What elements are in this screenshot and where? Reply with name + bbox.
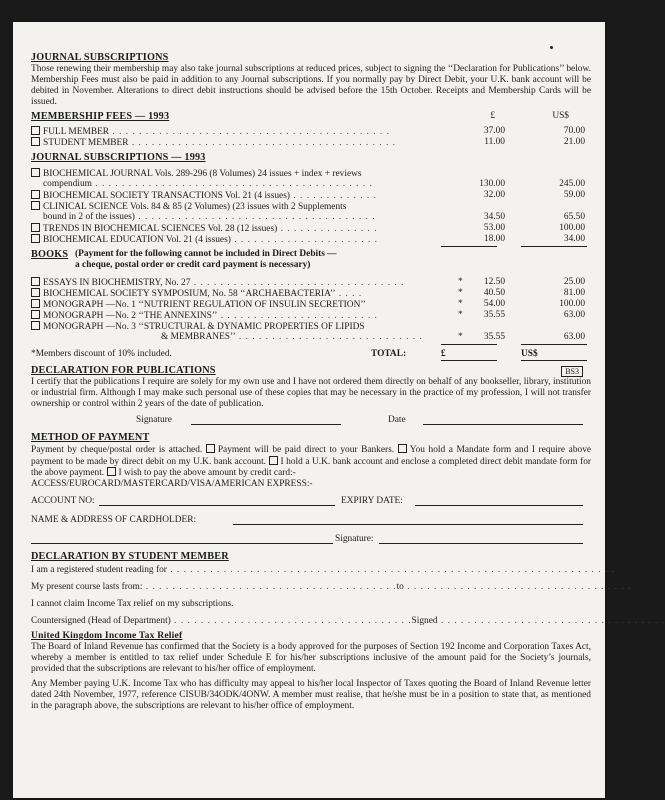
no-relief: I cannot claim Income Tax relief on my subscriptions. — [31, 598, 234, 609]
journal-row: BIOCHEMICAL EDUCATION Vol. 21 (4 issues) . . . . . . . . . . . . . . . . . . . . . . 18.00 34.00 — [31, 234, 591, 245]
total-label: TOTAL: — [371, 349, 407, 359]
expiry-date-field[interactable] — [415, 496, 583, 506]
monograph-3-checkbox[interactable] — [31, 321, 40, 330]
books-header — [31, 249, 591, 273]
biochemical-education-checkbox[interactable] — [31, 234, 40, 243]
journal-heading: JOURNAL SUBSCRIPTIONS — [31, 52, 169, 63]
fee-row-full-member: FULL MEMBER . . . . . . . . . . . . . . . . . . . . . . . . . . . . . . . . . . . . . . . . . . 37.00 70.00 — [31, 126, 591, 137]
form-page — [13, 22, 665, 798]
student-heading: DECLARATION BY STUDENT MEMBER — [31, 550, 229, 562]
essays-checkbox[interactable] — [31, 277, 40, 286]
account-number-field[interactable] — [99, 496, 335, 506]
uk-bank-checkbox[interactable] — [269, 456, 278, 465]
mandate-checkbox[interactable] — [398, 444, 407, 453]
card-signature-field[interactable] — [379, 534, 583, 544]
reading-field[interactable]: . . . . . . . . . . . . . . . . . . . . . . . . . . . . . . . . . . . . . . . . . . . . . . . . . . . . . . . . . . . . . . . . . . . — [166, 564, 615, 575]
membership-header-row — [31, 111, 591, 122]
total-gbp: £ — [441, 349, 446, 359]
declaration-heading: DECLARATION FOR PUBLICATIONS — [31, 365, 216, 376]
total-underline-usd — [521, 360, 587, 361]
transactions-checkbox[interactable] — [31, 190, 40, 199]
books-rule-usd — [521, 344, 587, 345]
journal-row: TRENDS IN BIOCHEMICAL SCIENCES Vol. 28 (12 issues) . . . . . . . . . . . . . . . 53.00 100.00 — [31, 223, 591, 234]
date-label: Date — [388, 415, 406, 425]
course-start-field[interactable]: . . . . . . . . . . . . . . . . . . . . . . . . . . . . . . . . . . . . . . — [142, 581, 397, 592]
journal-intro: Those renewing their membership may also take journal subscriptions at reduced prices, subject to signing the ‘‘Declaration for Publications’’ below. Membership Fees must also be paid in addition to any Journal subscriptions. If you normally pay by Direct Debit, your U.K. bank account will be debited in November. Alterations to direct debit instructions should be advised before the 15th October. Receipts and Membership Cards will be issued. — [31, 64, 591, 107]
credit-card-checkbox[interactable] — [107, 467, 116, 476]
book-row: MONOGRAPH —No. 2 ‘‘THE ANNEXINS’’ . . . . . . . . . . . . . . . . . . . . . . . . * 35.55 63.00 — [31, 310, 591, 321]
card-signature-label: Signature: — [335, 533, 374, 544]
clinical-science-checkbox[interactable] — [31, 201, 40, 210]
account-label: ACCOUNT NO: — [31, 495, 95, 506]
symposium-checkbox[interactable] — [31, 288, 40, 297]
date-line[interactable] — [423, 415, 583, 425]
books-note: (Payment for the following cannot be included in Direct Debits — — [75, 249, 337, 259]
book-row: ESSAYS IN BIOCHEMISTRY, No. 27 . . . . . . . . . . . . . . . . . . . . . . . . . . . . . . . . * 12.50 25.00 — [31, 277, 591, 288]
monograph-2-checkbox[interactable] — [31, 310, 40, 319]
fee-row-student-member: STUDENT MEMBER . . . . . . . . . . . . . . . . . . . . . . . . . . . . . . . . . . . . . . . . 11.00 21.00 — [31, 137, 591, 148]
tax-para-1: The Board of Inland Revenue has confirmed that the Society is a body approved for the purposes of Section 192 Income and Corporation Taxes Act, whereby a member is entitled to tax relief under Schedule E for his/her subscriptions inclusive of the amount paid for the Society’s journals, provided that the subscriptions are relevant to his/her office of employment. — [31, 641, 591, 674]
journal-row: BIOCHEMICAL JOURNAL Vols. 289-296 (8 Volumes) 24 issues + index + reviews compendium . . . . . . . . . . . . . . . . . . . . . . . . . . . . . . . . . . . . . . . . . . 130.00 245.00 — [31, 168, 591, 190]
full-member-checkbox[interactable] — [31, 126, 40, 135]
total-underline-gbp — [441, 360, 497, 361]
monograph-1-checkbox[interactable] — [31, 299, 40, 308]
declaration-text: I certify that the publications I require are solely for my own use and I have not ordered them directly on behalf of any bookseller, library, institution or industrial firm. Although I may make such personal use of these copies that may be necessary in the practice of my profession, I will not transfer ownership or control within 2 years of the date of publication. — [31, 377, 591, 409]
cardholder-row — [31, 515, 591, 528]
punch-mark — [550, 46, 553, 49]
signature-line[interactable] — [191, 415, 341, 425]
fee-label: STUDENT MEMBER — [43, 138, 129, 148]
student-member-checkbox[interactable] — [31, 137, 40, 146]
biochemical-journal-checkbox[interactable] — [31, 168, 40, 177]
declaration-signature-row — [31, 415, 591, 427]
total-row — [31, 349, 591, 360]
books-note: a cheque, postal order or credit card payment is necessary) — [75, 260, 311, 270]
cardholder-signature-row — [31, 534, 591, 547]
payment-heading: METHOD OF PAYMENT — [31, 432, 150, 443]
tax-heading: United Kingdom Income Tax Relief — [31, 629, 183, 641]
code-badge: BS3 — [561, 366, 583, 377]
subtotal-rule-usd — [521, 246, 587, 247]
discount-note: *Members discount of 10% included. — [31, 349, 172, 359]
countersign-field[interactable]: . . . . . . . . . . . . . . . . . . . . . . . . . . . . . . . . . . . . — [170, 615, 412, 626]
card-types: ACCESS/EUROCARD/MASTERCARD/VISA/AMERICAN EXPRESS:- — [31, 478, 313, 489]
cardholder-field[interactable] — [233, 515, 583, 525]
fee-usd: 21.00 — [563, 137, 585, 147]
form-content — [31, 52, 665, 712]
course-end-field[interactable]: . . . . . . . . . . . . . . . . . . . . . . . . . . . . . . . . . . — [403, 581, 632, 592]
col-gbp-label: £ — [490, 111, 495, 121]
student-reading-row: I am a registered student reading for . . . . . . . . . . . . . . . . . . . . . . . . . . . . . . . . . . . . . . . . . . . . . . . . . . . . . . . . . . . . . . . . . . . — [31, 564, 615, 575]
book-row: MONOGRAPH —No. 1 ‘‘NUTRIENT REGULATION OF INSULIN SECRETION’’ * 54.00 100.00 — [31, 299, 591, 310]
trends-checkbox[interactable] — [31, 223, 40, 232]
journal-row: BIOCHEMICAL SOCIETY TRANSACTIONS Vol. 21 (4 issues) . . . . . . . . . . . . . 32.00 59.00 — [31, 190, 591, 201]
expiry-label: EXPIRY DATE: — [341, 495, 403, 506]
fee-gbp: 11.00 — [484, 137, 505, 147]
journal-row: CLINICAL SCIENCE Vols. 84 & 85 (2 Volumes) (23 issues with 2 Supplements bound in 2 of the issues) . . . . . . . . . . . . . . . . . . . . . . . . . . . . . . . . . . . . 34.50 65.50 — [31, 201, 591, 223]
books-heading: BOOKS — [31, 249, 69, 260]
student-signed-field[interactable]: . . . . . . . . . . . . . . . . . . . . . . . . . . . . . . . . . . — [437, 615, 665, 626]
address-field[interactable] — [31, 534, 333, 544]
pay-bankers-checkbox[interactable] — [206, 444, 215, 453]
book-row: MONOGRAPH —No. 3 ‘‘STRUCTURAL & DYNAMIC PROPERTIES OF LIPIDS & MEMBRANES’’ . . . . . . . . . . . . . . . . . . . . . . . . . . . . * 35.55 63.00 — [31, 321, 591, 343]
account-row — [31, 496, 591, 509]
journals-heading: JOURNAL SUBSCRIPTIONS — 1993 — [31, 152, 206, 163]
cardholder-label: NAME & ADDRESS OF CARDHOLDER: — [31, 514, 197, 525]
fee-usd: 70.00 — [563, 126, 585, 136]
signature-label: Signature — [136, 415, 172, 425]
col-usd-label: US$ — [552, 111, 569, 121]
payment-options: Payment by cheque/postal order is attached. Payment will be paid direct to your Bankers. You hold a Mandate form and I require above payment to be made by direct debit on my U.K. bank account. I hold a U.K. bank account and enclose a completed direct debit mandate form for the above payment. I wish to pay the above amount by credit card:- — [31, 445, 592, 478]
total-usd: US$ — [521, 349, 538, 359]
student-countersign-row: Countersigned (Head of Department) . . . . . . . . . . . . . . . . . . . . . . . . . . . . . . . . . . . .Signed . . . . . . . . . . . . . . . . . . . . . . . . . . . . . . . . . . — [31, 615, 665, 626]
tax-para-2: Any Member paying U.K. Income Tax who has difficulty may appeal to his/her local Inspector of Taxes quoting the Board of Inland Revenue letter dated 24th November, 1977, reference CISUB/34ODK/4ONW. A member must realise, that he/she must be in a position to state that, as mentioned in the paragraph above, the subscriptions are relevant to his/her office of employment. — [31, 678, 591, 711]
books-rule-gbp — [441, 344, 497, 345]
subtotal-rule-gbp — [441, 246, 497, 247]
declaration-section — [31, 365, 591, 427]
fee-gbp: 37.00 — [483, 126, 505, 136]
book-row: BIOCHEMICAL SOCIETY SYMPOSIUM, No. 58 ‘‘ARCHAEBACTERIA’’ . . . . * 40.50 81.00 — [31, 288, 591, 299]
membership-heading: MEMBERSHIP FEES — 1993 — [31, 111, 170, 122]
fee-label: FULL MEMBER — [43, 127, 110, 137]
student-course-row: My present course lasts from: . . . . . . . . . . . . . . . . . . . . . . . . . . . . . . . . . . . . . .to . . . . . . . . . . . . . . . . . . . . . . . . . . . . . . . . . . — [31, 581, 632, 592]
